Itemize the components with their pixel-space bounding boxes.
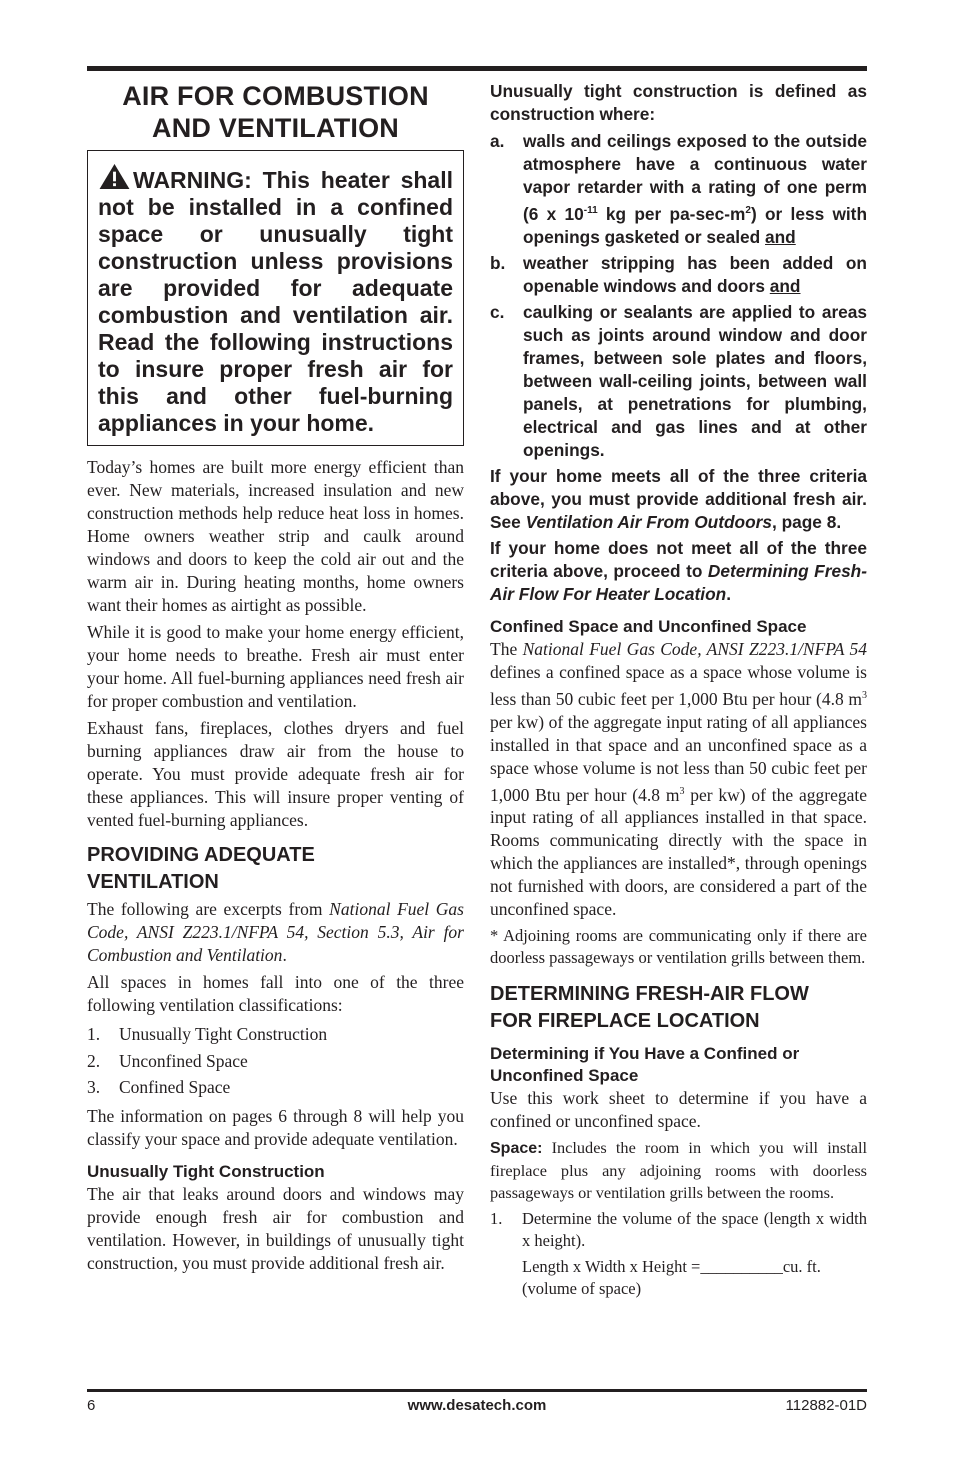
criteria-text-part: weather stripping has been added on openable windows and doors <box>523 252 867 296</box>
warning-box <box>87 150 464 446</box>
defined-paragraph: Unusually tight construction is defined as construction where: <box>490 81 867 124</box>
cross-reference: Determining Fresh-Air Flow For Heater Location <box>490 560 867 604</box>
document-number: 112882-01D <box>785 1397 867 1414</box>
heading-line-1: PROVIDING ADEQUATE <box>87 844 315 866</box>
providing-ventilation-heading <box>87 842 464 896</box>
text-part: If your home meets all of the three criteria above, you must provide additional fresh air. See <box>490 465 867 532</box>
text-part: defines a confined space as a space whose volume is less than 50 cubic feet per 1,000 Btu per hour (4.8 m <box>490 661 867 709</box>
step-item <box>490 1208 867 1252</box>
criteria-text <box>523 252 867 298</box>
text-part: per kw) of the aggregate input rating of all appliances installed in that space. Rooms communicating directly with the space in which the appliances are installed*, through openings not furnished with doors, are considered a part of the unconfined space. <box>490 784 867 920</box>
criteria-conjunction: and <box>769 275 801 296</box>
confined-space-heading: Confined Space and Unconfined Space <box>490 616 807 636</box>
space-text: Includes the room in which you will install fireplace plus any adjoining rooms with doorless passageways or ventilation grills between the rooms. <box>490 1138 867 1203</box>
list-number: 3. <box>87 1077 101 1097</box>
criteria-letter: b. <box>490 252 506 273</box>
list-item <box>87 1074 464 1101</box>
list-text: Unconfined Space <box>119 1050 248 1071</box>
right-column <box>490 80 867 1300</box>
criteria-conjunction: and <box>765 226 796 247</box>
step-text: Determine the volume of the space (length x width x height). <box>522 1209 867 1251</box>
bottom-rule <box>87 1389 867 1392</box>
volume-formula: Length x Width x Height =__________cu. ft. (volume of space) <box>522 1257 821 1299</box>
step-number: 1. <box>490 1209 503 1229</box>
info-paragraph: The information on pages 6 through 8 will help you classify your space and provide adequate ventilation. <box>87 1105 464 1149</box>
code-reference: National Fuel Gas Code, ANSI Z223.1/NFPA 54 <box>522 638 867 659</box>
space-definition <box>490 1137 867 1204</box>
confined-space-paragraph <box>490 638 867 922</box>
excerpt-source: National Fuel Gas Code, ANSI Z223.1/NFPA 54, Section 5.3, Air for Combustion and Ventilation <box>87 899 464 965</box>
website-link[interactable]: www.desatech.com <box>407 1397 547 1414</box>
not-meet-criteria-paragraph <box>490 537 867 606</box>
criteria-item <box>490 130 867 249</box>
criteria-text-part: kg per pa-sec-m <box>597 203 746 224</box>
text-part: per kw) of the aggregate input rating of all appliances installed in that space and an unconfined space as a space whose volume is not less than 50 cubic feet per 1,000 Btu per hour (4.8 m <box>490 711 867 805</box>
criteria-text-part: walls and ceilings exposed to the outside atmosphere have a continuous water vapor retarder with a rating of one perm (6 x 10 <box>523 131 867 224</box>
intro-paragraph-1: Today’s homes are built more energy efficient than ever. New materials, increased insulation and new construction methods help reduce heat loss in homes. Home owners weather strip and caulk around windows and doors to keep the cold air out and the warm air in. During heating months, home owners want their homes as airtight as possible. <box>87 457 464 615</box>
list-text: Confined Space <box>119 1077 231 1097</box>
list-item <box>87 1021 464 1048</box>
determining-airflow-heading <box>490 981 867 1035</box>
heading-line-2: VENTILATION <box>87 871 219 893</box>
classification-list <box>87 1021 464 1101</box>
page-title <box>87 80 464 144</box>
cross-reference: Ventilation Air From Outdoors <box>525 511 772 532</box>
text-part: . <box>726 583 732 604</box>
title-line-1: AIR FOR COMBUSTION <box>122 81 429 111</box>
criteria-item <box>490 252 867 298</box>
list-text: Unusually Tight Construction <box>119 1024 328 1044</box>
list-number: 2. <box>87 1050 101 1071</box>
classes-intro: All spaces in homes fall into one of the three following ventilation classifications: <box>87 972 464 1015</box>
criteria-text <box>523 130 867 249</box>
text-part: If your home does not meet all of the three criteria above, proceed to <box>490 537 867 581</box>
tight-construction-paragraph: The air that leaks around doors and windows may provide enough fresh air for combustion and ventilation. However, in buildings of unusually tight construction, you must provide additional fresh air. <box>87 1183 464 1273</box>
intro-paragraph-3: Exhaust fans, fireplaces, clothes dryers and fuel burning appliances draw air from the house to operate. You must provide adequate fresh air for these appliances. This will insure proper venting of vented fuel-burning appliances. <box>87 718 464 830</box>
heading-line-2: Unconfined Space <box>490 1066 639 1086</box>
worksheet-steps <box>490 1208 867 1252</box>
superscript: -11 <box>583 205 598 216</box>
warning-text: WARNING: This heater shall not be installed in a confined space or unusually tight construction unless provisions are provided for adequate combustion and ventilation air. Read the following instructions to insure proper fresh air for this and other fuel-burning appliances in your home. <box>98 167 453 436</box>
confined-or-unconfined-heading <box>490 1043 867 1087</box>
superscript: 2 <box>745 205 751 216</box>
criteria-text: caulking or sealants are applied to areas such as joints around window and door frames, between sole plates and floors, between wall-ceiling joints, between wall panels, at penetrations for plumbing, electrical and gas lines and at other openings. <box>523 301 867 460</box>
heading-line-1: DETERMINING FRESH-AIR FLOW <box>490 983 809 1006</box>
criteria-letter: c. <box>490 301 505 322</box>
warning-triangle-icon <box>98 163 131 190</box>
excerpt-paragraph <box>87 898 464 967</box>
criteria-item <box>490 301 867 462</box>
footnote: * Adjoining rooms are communicating only if there are doorless passageways or ventilation grills between them. <box>490 926 867 968</box>
page-number: 6 <box>87 1397 96 1414</box>
superscript: 3 <box>679 785 685 797</box>
space-label: Space: <box>490 1140 543 1158</box>
worksheet-paragraph: Use this work sheet to determine if you have a confined or unconfined space. <box>490 1088 867 1132</box>
meets-criteria-paragraph <box>490 465 867 534</box>
top-rule <box>87 66 867 71</box>
excerpt-intro: The following are excerpts from <box>87 899 330 919</box>
left-column <box>87 80 464 1279</box>
list-number: 1. <box>87 1024 101 1044</box>
text-part: The <box>490 638 523 659</box>
criteria-letter: a. <box>490 131 505 151</box>
superscript: 3 <box>862 689 867 701</box>
text-part: , page 8. <box>771 511 842 532</box>
criteria-list <box>490 130 867 462</box>
tight-construction-heading: Unusually Tight Construction <box>87 1161 325 1181</box>
heading-line-2: FOR FIREPLACE LOCATION <box>490 1010 760 1033</box>
criteria-text-part: ) or less with openings gasketed or sealed <box>523 203 867 247</box>
excerpt-end: . <box>282 945 287 965</box>
title-line-2: AND VENTILATION <box>152 113 399 143</box>
intro-paragraph-2: While it is good to make your home energy efficient, your home needs to breathe. Fresh air must enter your home. All fuel-burning appliances need fresh air for proper combustion and ventilation. <box>87 622 464 711</box>
list-item <box>87 1048 464 1075</box>
heading-line-1: Determining if You Have a Confined or <box>490 1044 800 1064</box>
